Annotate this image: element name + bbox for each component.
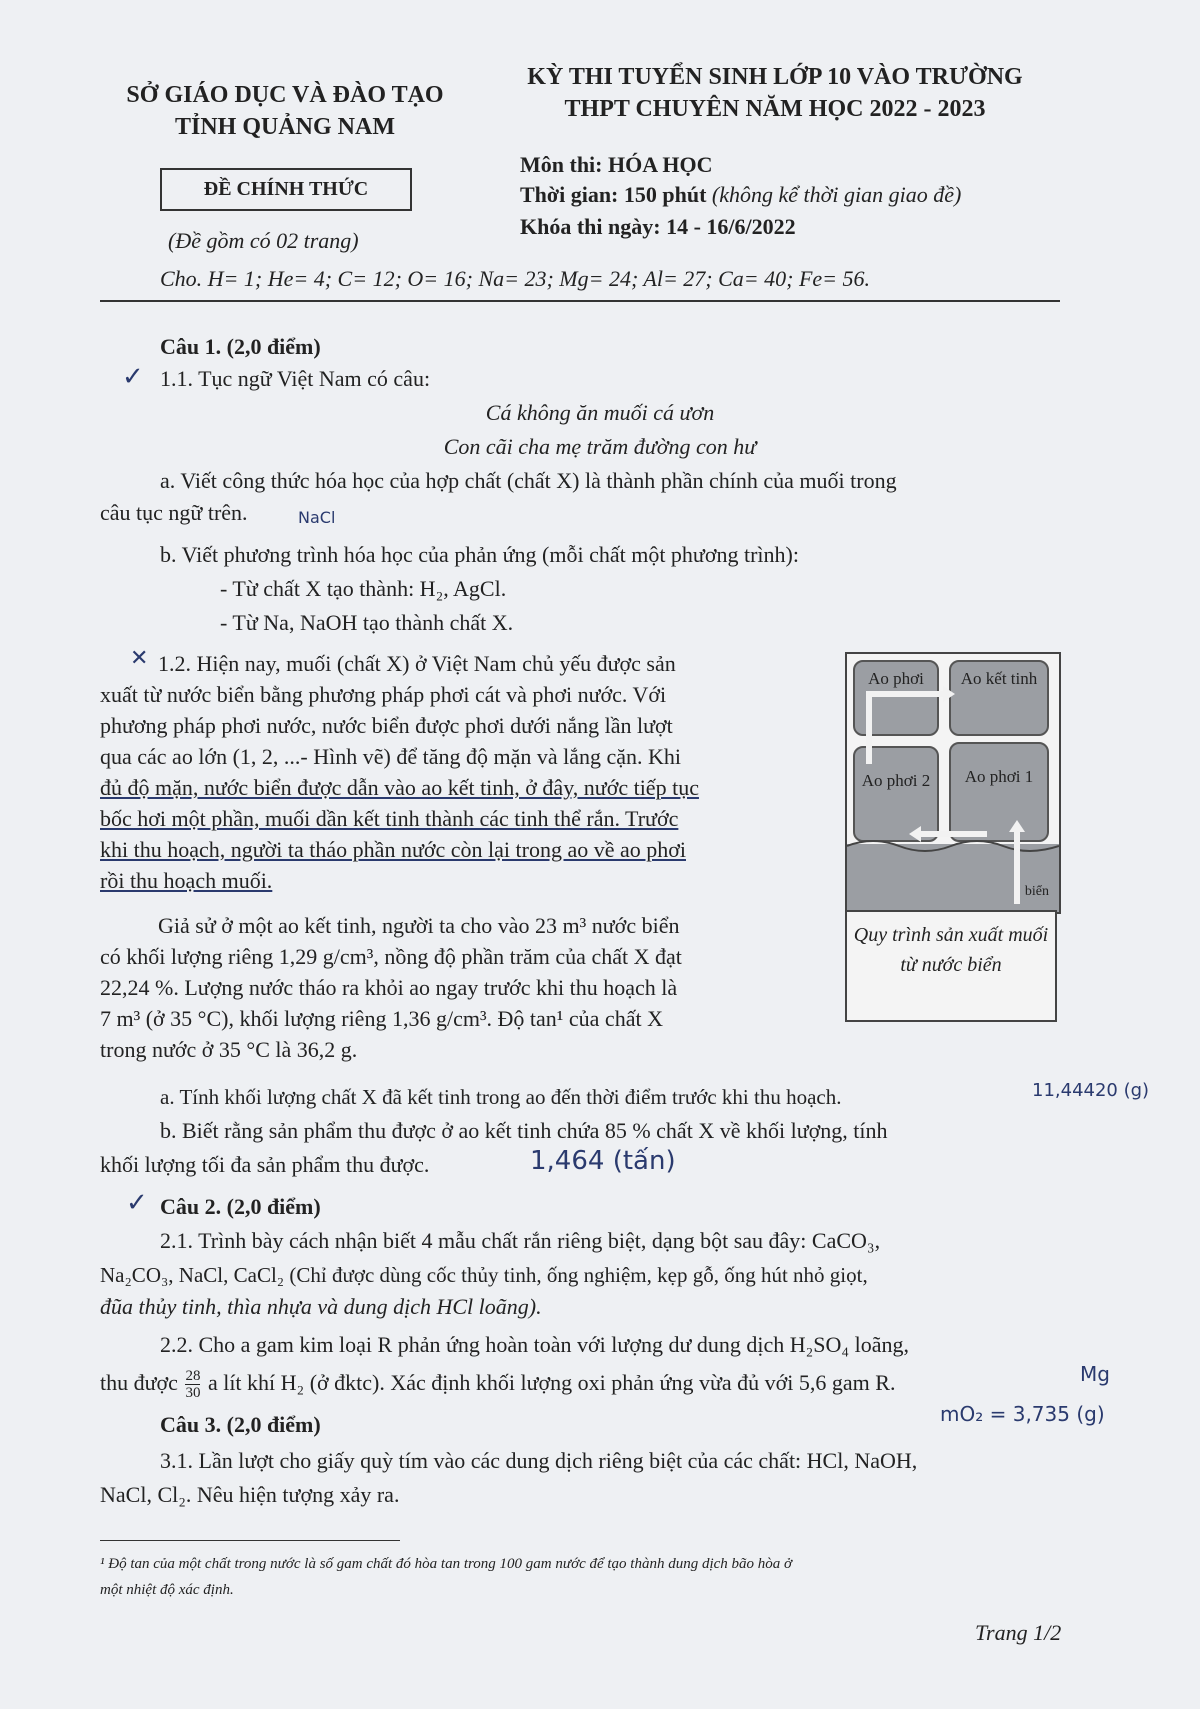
atomic-masses: Cho. H= 1; He= 4; C= 12; O= 16; Na= 23; Mg= 24; Al= 27; Ca= 40; Fe= 56.	[160, 266, 871, 291]
q1-2-line: phương pháp phơi nước, nước biển được phơi dưới nắng lần lượt	[100, 713, 673, 738]
fraction-denominator: 30	[185, 1385, 201, 1402]
q1-2b-line1: b. Biết rằng sản phẩm thu được ở ao kết tinh chứa 85 % chất X về khối lượng, tính	[160, 1118, 888, 1143]
q1-2-line: 1.2. Hiện nay, muối (chất X) ở Việt Nam chủ yếu được sản	[158, 651, 676, 676]
footnote-line2: một nhiệt độ xác định.	[100, 1582, 234, 1598]
q2-1-line2: Na₂CO₃, NaCl, CaCl₂ (Chỉ được dùng cốc thủy tinh, ống nghiệm, kẹp gỗ, ống hút nhỏ giọt,	[100, 1263, 868, 1287]
check-mark-2: ✓	[126, 1188, 148, 1218]
q3-1-line2: NaCl, Cl₂. Nêu hiện tượng xảy ra.	[100, 1482, 400, 1507]
fraction	[185, 1368, 200, 1401]
q1-1b-item1: - Từ chất X tạo thành: H₂, AgCl.	[220, 576, 507, 601]
time-note: (không kể thời gian giao đề)	[711, 182, 962, 207]
salt-process-diagram	[845, 652, 1061, 914]
q1-2-paragraph	[100, 648, 826, 896]
q2-1-line1: 2.1. Trình bày cách nhận biết 4 mẫu chất rắn riêng biệt, dạng bột sau đây: CaCO₃,	[160, 1228, 881, 1253]
exam-title-line1: KỲ THI TUYỂN SINH LỚP 10 VÀO TRƯỜNG	[527, 64, 1023, 90]
q1-1-intro: 1.1. Tục ngữ Việt Nam có câu:	[160, 366, 431, 391]
diagram-caption: Quy trình sản xuất muối từ nước biển	[845, 910, 1057, 1022]
q3-1-line1: 3.1. Lần lượt cho giấy quỳ tím vào các dung dịch riêng biệt của các chất: HCl, NaOH,	[160, 1448, 918, 1473]
footnote-line1: ¹ Độ tan của một chất trong nước là số gam chất đó hòa tan trong 100 gam nước để tạo thành dung dịch bão hòa ở	[100, 1556, 793, 1572]
calc-line: 22,24 %. Lượng nước tháo ra khỏi ao ngay trước khi thu hoạch là	[100, 975, 678, 1000]
q1-1a-line2: câu tục ngữ trên.	[100, 500, 248, 525]
footnote-divider	[100, 1540, 400, 1541]
q2-title: Câu 2. (2,0 điểm)	[160, 1194, 321, 1219]
q1-2-calc-paragraph	[100, 910, 826, 1065]
exam-title-line2: THPT CHUYÊN NĂM HỌC 2022 - 2023	[564, 96, 986, 122]
proverb-line1: Cá không ăn muối cá ươn	[485, 400, 715, 425]
proverb-line2: Con cãi cha mẹ trăm đường con hư	[443, 434, 757, 459]
calc-line: trong nước ở 35 °C là 36,2 g.	[100, 1037, 358, 1062]
q1-1a-line1: a. Viết công thức hóa học của hợp chất (chất X) là thành phần chính của muối trong	[160, 468, 897, 493]
handwritten-nacl: NaCl	[298, 508, 336, 527]
q2-1-line3: đũa thủy tinh, thìa nhựa và dung dịch HCl loãng).	[100, 1294, 542, 1319]
q3-title: Câu 3. (2,0 điểm)	[160, 1412, 321, 1437]
fraction-numerator: 28	[185, 1368, 201, 1385]
q1-2-line: qua các ao lớn (1, 2, ...- Hình vẽ) để tăng độ mặn và lắng cặn. Khi	[100, 744, 682, 769]
q2-2-line1: 2.2. Cho a gam kim loại R phản ứng hoàn toàn với lượng dư dung dịch H₂SO₄ loãng,	[160, 1332, 909, 1357]
handwritten-mass-a: 11,44420 (g)	[1032, 1080, 1150, 1101]
cross-mark: ✕	[130, 646, 149, 671]
q1-title: Câu 1. (2,0 điểm)	[160, 334, 321, 359]
q1-2-line: khi thu hoạch, người ta tháo phần nước còn lại trong ao về ao phơi	[100, 837, 686, 862]
q2-2-prefix: thu được	[100, 1370, 178, 1395]
q1-1b-item2: - Từ Na, NaOH tạo thành chất X.	[220, 610, 514, 635]
sea-label: biển	[1024, 884, 1049, 899]
header-divider	[100, 300, 1060, 302]
pond-evaporation-1: Ao phơi 1	[949, 742, 1049, 842]
handwritten-mg: Mg	[1080, 1362, 1110, 1386]
q1-2a: a. Tính khối lượng chất X đã kết tinh trong ao đến thời điểm trước khi thu hoạch.	[160, 1085, 842, 1109]
time-label: Thời gian: 150 phút	[520, 182, 707, 207]
calc-line: có khối lượng riêng 1,29 g/cm³, nồng độ phần trăm của chất X đạt	[100, 944, 682, 969]
official-label: ĐỀ CHÍNH THỨC	[160, 168, 412, 211]
exam-date: Khóa thi ngày: 14 - 16/6/2022	[520, 214, 796, 239]
q1-2-line: đủ độ mặn, nước biển được dẫn vào ao kết tinh, ở đây, nước tiếp tục	[100, 775, 699, 800]
q1-2-line: xuất từ nước biển bằng phương pháp phơi cát và phơi nước. Với	[100, 682, 667, 707]
q1-1b-line: b. Viết phương trình hóa học của phản ứng (mỗi chất một phương trình):	[160, 542, 799, 567]
handwritten-mass-b: 1,464 (tấn)	[530, 1146, 676, 1176]
page-number: Trang 1/2	[975, 1620, 1062, 1645]
handwritten-mo2: mO₂ = 3,735 (g)	[940, 1402, 1105, 1426]
department-name: SỞ GIÁO DỤC VÀ ĐÀO TẠO	[126, 82, 444, 108]
pond-crystallization: Ao kết tinh	[949, 660, 1049, 736]
q1-2-line: bốc hơi một phần, muối dần kết tinh thành các tinh thể rắn. Trước	[100, 806, 679, 831]
calc-line: Giả sử ở một ao kết tinh, người ta cho vào 23 m³ nước biển	[158, 913, 680, 938]
q2-2-suffix: a lít khí H₂ (ở đktc). Xác định khối lượng oxi phản ứng vừa đủ với 5,6 gam R.	[207, 1370, 896, 1395]
check-mark-1: ✓	[122, 362, 144, 392]
province-name: TỈNH QUẢNG NAM	[175, 114, 395, 140]
time-line	[520, 180, 961, 210]
q2-2-line2	[100, 1368, 895, 1401]
pond-evaporation: Ao phơi	[853, 660, 939, 736]
pages-note: (Đề gồm có 02 trang)	[168, 228, 359, 253]
pond-evaporation-2: Ao phơi 2	[853, 746, 939, 842]
q1-2-line: rồi thu hoạch muối.	[100, 868, 273, 893]
flow-arrows	[847, 654, 1059, 912]
subject-line: Môn thi: HÓA HỌC	[520, 152, 713, 177]
calc-line: 7 m³ (ở 35 °C), khối lượng riêng 1,36 g/cm³. Độ tan¹ của chất X	[100, 1006, 663, 1031]
q1-2b-line2: khối lượng tối đa sản phẩm thu được.	[100, 1152, 430, 1177]
